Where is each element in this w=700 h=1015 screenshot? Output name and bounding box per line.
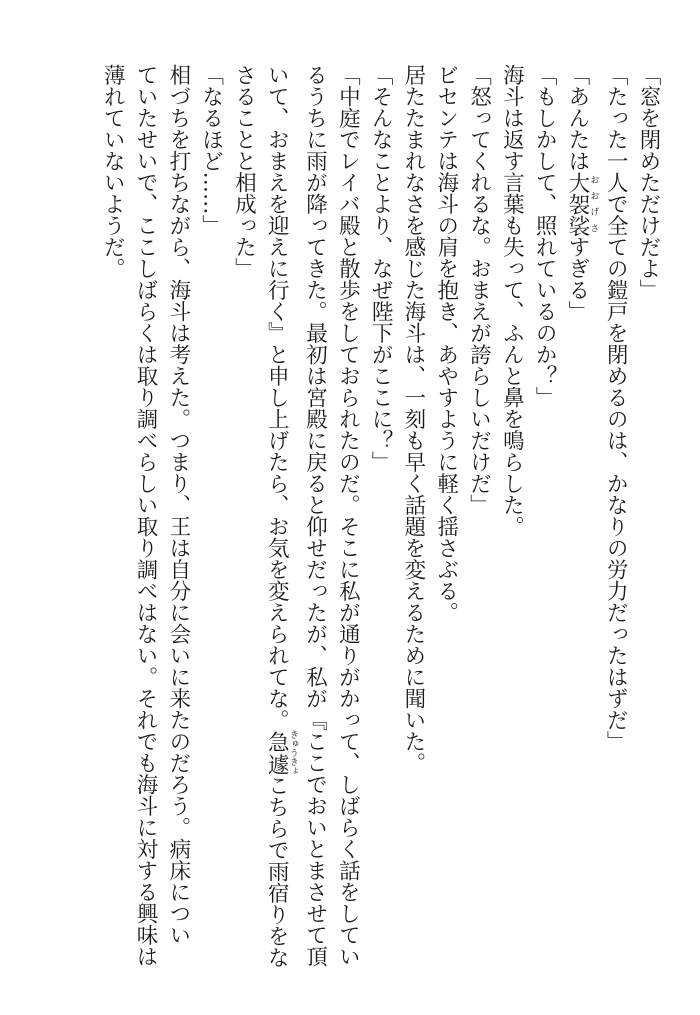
text-line-1: 「窓を閉めただけだよ」 <box>636 64 661 301</box>
text-line-16: ていたせいで、ここしばらくは取り調べらしい取り調べはない。それでも海斗に対する興味は <box>133 64 159 967</box>
text-line-9: 「そんなことより、なぜ陛下がここに？」 <box>368 64 394 473</box>
ruby-kyukyo: 急遽きゅうきょ <box>264 730 298 775</box>
text-line-5: 海斗は返す言葉も失って、ふんと鼻を鳴らした。 <box>499 64 525 537</box>
text-line-13: さることと相成った」 <box>231 64 257 279</box>
text-line-11: るうちに雨が降ってきた。最初は宮殿に戻ると仰せだったが、私が『ここでおいとまさせて頂 <box>302 64 328 967</box>
ruby-text-kyukyo: きゅうきょ <box>287 730 298 775</box>
text-line-4: 「もしかして、照れているのか？」 <box>532 64 558 408</box>
text-line-2: 「たった一人で全ての鎧戸を閉めるのは、かなりの労力だったはずだ」 <box>603 64 629 752</box>
vertical-text-body <box>56 64 664 968</box>
text-line-7: ビセンテは海斗の肩を抱き、あやすように軽く揺さぶる。 <box>433 64 459 623</box>
ruby-ogesa: 大袈裟おおげさ <box>564 171 599 236</box>
text-line-14: 「なるほど……」 <box>198 64 224 236</box>
text-line-8: 居たたまれなさを感じた海斗は、一刻も早く話題を変えるために聞いた。 <box>400 64 426 774</box>
text-line-10: 「中庭でレイバ殿と散歩をしておられたのだ。そこに私が通りがかって、しばらく話をしてい <box>335 64 361 967</box>
text-line-6: 「怒ってくれるな。おまえが誇らしいだけだ」 <box>466 64 492 516</box>
text-line-15: 相づちを打ちながら、海斗は考えた。つまり、王は自分に会いに来たのだろう。病床につい <box>165 64 191 946</box>
text-line-12: いて、おまえを迎えに行く』と申し上げたら、お気を変えられてな。急遽きゅうきょこちらで雨宿りをな <box>264 64 298 968</box>
ruby-text-ogesa: おおげさ <box>588 171 599 236</box>
text-line-3: 「あんたは大袈裟おおげさすぎる」 <box>564 64 599 322</box>
text-line-17: 薄れていないようだ。 <box>100 64 126 279</box>
